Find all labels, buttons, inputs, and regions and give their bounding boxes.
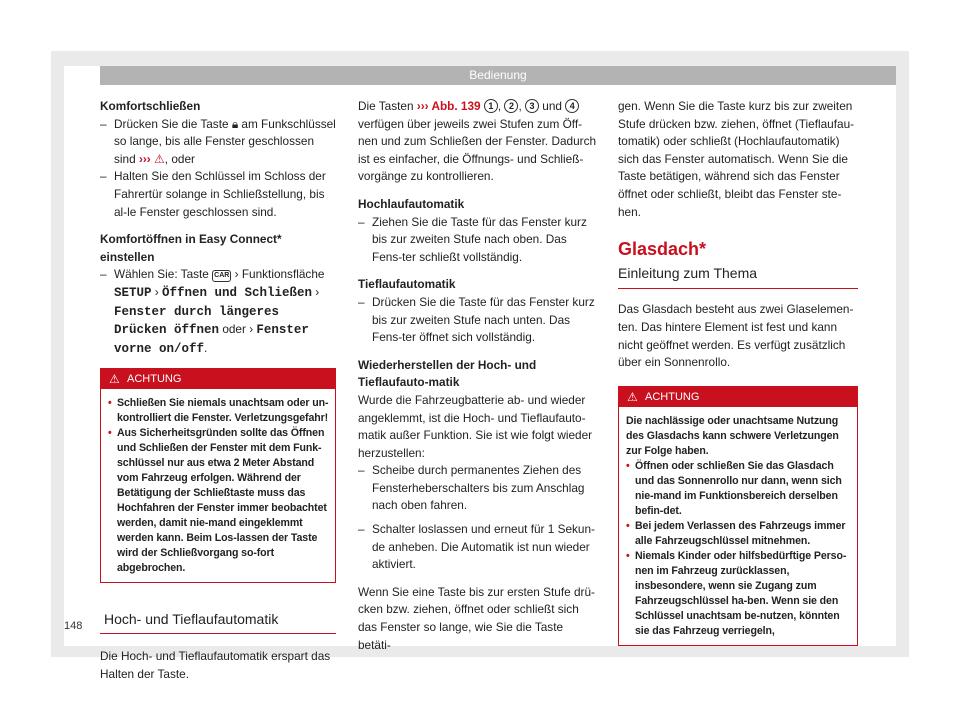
paragraph: Die Tasten ››› Abb. 139 1 , 2 , 3 und 4 verfügen über jeweils zwei Stufen zum Öff-nen und zum Schließen der Fenster. Dadurch ist es einfacher, die Öffnungs- und Schließ-vorgänge zu kontrollieren.	[358, 99, 597, 184]
callout-number: 2	[504, 99, 518, 113]
section-heading: Hoch- und Tieflaufautomatik	[100, 611, 336, 634]
list-item	[100, 116, 336, 169]
column-right	[618, 98, 858, 646]
text: Wählen Sie: Taste	[114, 267, 209, 282]
warning-label: ACHTUNG	[127, 373, 182, 386]
warning-item: • Öffnen oder schließen Sie das Glasdach und das Sonnenrollo nur dann, wenn sich nie-mand im Funktionsbereich derselben befin-det.	[626, 459, 851, 519]
warning-item: • Aus Sicherheitsgründen sollte das Öffnen und Schließen der Fenster mit dem Funk-schlüssel nur aus etwa 2 Meter Abstand vom Fahrzeug erfolgen. Während der Betätigung der Schließtaste muss das Hochfahren der Fenster immer beobachtet werden, damit nie-mand eingeklemmt werden kann. Beim Los-lassen der Taste wird der Schließvorgang so-fort abgebrochen.	[108, 426, 329, 576]
text: Drücken Sie die Taste	[114, 116, 229, 131]
warning-triangle-icon: ⚠	[627, 389, 638, 404]
text: , oder	[164, 151, 195, 166]
warning-body	[619, 407, 857, 645]
menu-long-press: Fenster durch längeres Drücken öffnen	[114, 304, 280, 338]
list-item: – Halten Sie den Schlüssel im Schloss der Fahrertür solange in Schließstellung, bis al-le Fenster geschlossen sind.	[100, 168, 336, 221]
callout-number: 1	[484, 99, 498, 113]
paragraph: Wurde die Fahrzeugbatterie ab- und wieder angeklemmt, ist die Hoch- und Tieflaufauto-matik außer Funktion. Sie ist wie folgt wieder herzustellen:	[358, 392, 593, 460]
menu-setup: SETUP	[114, 285, 152, 300]
paragraph: Das Glasdach besteht aus zwei Glaselemen-ten. Das hintere Element ist fest und kann nicht geöffnet werden. Es verfügt zusätzlich über ein Sonnenrollo.	[618, 302, 854, 370]
column-left	[100, 98, 336, 683]
callout-number: 4	[565, 99, 579, 113]
warning-title	[101, 369, 335, 389]
figure-reference-link[interactable]: ››› Abb. 139	[416, 99, 481, 113]
paragraph: Die Hoch- und Tieflaufautomatik erspart das Halten der Taste.	[100, 648, 331, 681]
list-item: – Schalter loslassen und erneut für 1 Sekun-de anheben. Die Automatik ist nun wieder aktiviert.	[358, 521, 598, 574]
heading-komfortschliessen: Komfortschließen	[100, 99, 201, 113]
warning-body	[101, 389, 335, 582]
heading-tieflauf: Tieflaufautomatik	[358, 277, 456, 292]
menu-front-windows: Fenster vorne on/off	[114, 323, 309, 356]
list-item: – Scheibe durch permanentes Ziehen des Fensterheberschalters bis zum Anschlag nach oben fahren.	[358, 462, 598, 515]
reference-arrow[interactable]: ›››	[138, 151, 151, 166]
warning-box	[618, 386, 858, 646]
warning-title	[619, 387, 857, 407]
running-header: Bedienung	[100, 66, 896, 85]
warning-box	[100, 368, 336, 583]
warning-label: ACHTUNG	[645, 390, 700, 403]
heading-easy-connect: Komfortöffnen in Easy Connect* einstellen	[100, 232, 282, 264]
text: Die Tasten	[358, 99, 414, 113]
text: am Funkschlüssel so lange, bis alle Fenster geschlossen sind	[114, 116, 336, 166]
list-item: – Ziehen Sie die Taste für das Fenster kurz bis zur zweiten Stufe nach oben. Das Fens-ter schließt vollständig.	[358, 214, 598, 267]
warning-lead: Die nachlässige oder unachtsame Nutzung des Glasdachs kann schwere Verletzungen zur Folge haben.	[626, 414, 839, 457]
warning-item: • Bei jedem Verlassen des Fahrzeugs immer alle Fahrzeugschlüssel mitnehmen.	[626, 519, 851, 549]
heading-hochlauf: Hochlaufautomatik	[358, 196, 465, 211]
warning-item: • Schließen Sie niemals unachtsam oder un-kontrolliert die Fenster. Verletzungsgefahr!	[108, 396, 329, 426]
warning-item: • Niemals Kinder oder hilfsbedürftige Perso-nen im Fahrzeug zurücklassen, insbesondere, wenn sie Zugang zum Fahrzeugschlüssel ha-ben. Wenn sie den Schlüssel unachtsam be-nutzen, könnten sie das Fahrzeug verriegeln,	[626, 549, 851, 639]
text: › Funktionsfläche	[234, 267, 325, 282]
paragraph: Wenn Sie eine Taste bis zur ersten Stufe drü-cken bzw. ziehen, öffnet oder schließt sich das Fenster so lange, wie Sie die Taste betäti-	[358, 584, 595, 652]
text: verfügen über jeweils zwei Stufen zum Öff-nen und zum Schließen der Fenster. Dadurch ist es einfacher, die Öffnungs- und Schließ-vorgänge zu kontrollieren.	[358, 116, 597, 184]
page-number: 148	[64, 620, 83, 632]
lock-icon: 🔒︎	[231, 116, 239, 131]
paragraph: gen. Wenn Sie die Taste kurz bis zur zweiten Stufe drücken bzw. ziehen, öffnet (Tieflaufau-tomatik) oder schließt (Hochlaufautomatik) sich das Fenster automatisch. Wenn Sie die Taste betätigen, während sich das Fenster öffnet oder schließt, bleibt das Fenster ste-hen.	[618, 99, 855, 219]
column-middle	[358, 98, 598, 654]
text: oder	[222, 322, 246, 337]
section-heading: Einleitung zum Thema	[618, 265, 858, 290]
menu-open-close: Öffnen und Schließen	[162, 285, 313, 300]
warning-triangle-icon: ⚠	[109, 372, 120, 387]
manual-page	[64, 66, 896, 681]
chapter-title: Glasdach*	[618, 239, 707, 260]
warning-triangle-icon: ⚠	[154, 151, 165, 166]
car-key-icon: CAR	[212, 270, 231, 282]
list-item: – Wählen Sie: Taste CAR › Funktionsfläche SETUP › Öffnen und Schließen › Fenster durch längeres Drücken öffnen oder › Fenster vorne on/off.	[100, 266, 336, 358]
heading-wiederherstellen: Wiederherstellen der Hoch- und Tieflaufauto-matik	[358, 357, 537, 390]
callout-number: 3	[525, 99, 539, 113]
list-item: – Drücken Sie die Taste für das Fenster kurz bis zur zweiten Stufe nach unten. Das Fens-ter öffnet sich vollständig.	[358, 294, 598, 347]
